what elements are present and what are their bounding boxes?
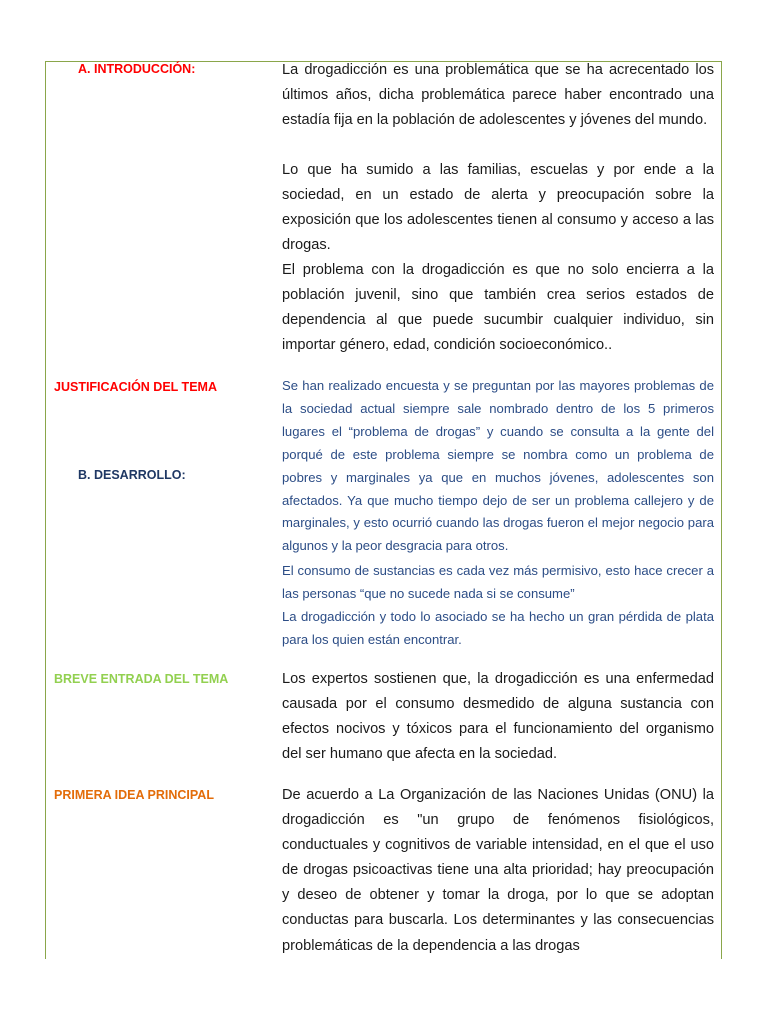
breve-entrada-paragraph: Los expertos sostienen que, la drogadicción es una enfermedad causada por el consumo desmedido de alguna sustancia con efectos nocivos y tóxicos para el funcionamiento del organismo del ser humano que afecta en la sociedad.: [282, 671, 714, 763]
justificacion-paragraph-2: El consumo de sustancias es cada vez más permisivo, esto hace crecer a las personas “que no sucede nada si se consume”: [282, 563, 714, 601]
intro-paragraph-2: Lo que ha sumido a las familias, escuelas y por ende a la sociedad, en un estado de alerta y preocupación sobre la exposición que los adolescentes tienen al consumo y acceso a las drogas.: [282, 162, 714, 254]
primera-idea-paragraph: De acuerdo a La Organización de las Naciones Unidas (ONU) la drogadicción es "un grupo de fenómenos fisiológicos, conductuales y cognitivos de variable intensidad, en el que el uso de drogas psicoactivas tiene una alta prioridad; hay preocupación y deseo de obtener y tomar la droga, por lo que se adoptan conductas para buscarla. Los determinantes y las consecuencias problemáticas de la dependencia a las drogas: [282, 787, 714, 954]
intro-paragraph-3: El problema con la drogadicción es que no solo encierra a la población juvenil, sino que también crea serios estados de dependencia al que puede sucumbir cualquier individuo, sin importar género, edad, condición socioeconómico..: [282, 262, 714, 354]
justificacion-paragraph-1: Se han realizado encuesta y se preguntan por las mayores problemas de la sociedad actual siempre sale nombrado dentro de los 5 primeros lugares el “problema de drogas” y cuando se consulta a la gente del porqué de este problema siempre se nombra como un problema de pobres y marginales ya que en muchos jóvenes, adolescentes son afectados. Ya que mucho tiempo dejo de ser un problema callejero y de marginales, y esto ocurrió cuando las drogas fueron el mejor negocio para algunos y la peor desgracia para otros.: [282, 378, 714, 554]
primera-idea-heading: PRIMERA IDEA PRINCIPAL: [54, 788, 214, 802]
breve-entrada-heading: BREVE ENTRADA DEL TEMA: [54, 672, 229, 686]
intro-paragraph-1: La drogadicción es una problemática que se ha acrecentado los últimos años, dicha problemática parece haber encontrado una estadía fija en la población de adolescentes y jóvenes del mundo.: [282, 62, 714, 129]
table-right-border: [721, 61, 722, 959]
justificacion-heading: JUSTIFICACIÓN DEL TEMA: [54, 380, 217, 394]
justificacion-paragraph-3: La drogadicción y todo lo asociado se ha hecho un gran pérdida de plata para los quien están encontrar.: [282, 609, 714, 647]
table-left-border: [45, 61, 46, 959]
desarrollo-heading: B. DESARROLLO:: [78, 468, 186, 482]
intro-heading: A. INTRODUCCIÓN:: [78, 62, 196, 76]
